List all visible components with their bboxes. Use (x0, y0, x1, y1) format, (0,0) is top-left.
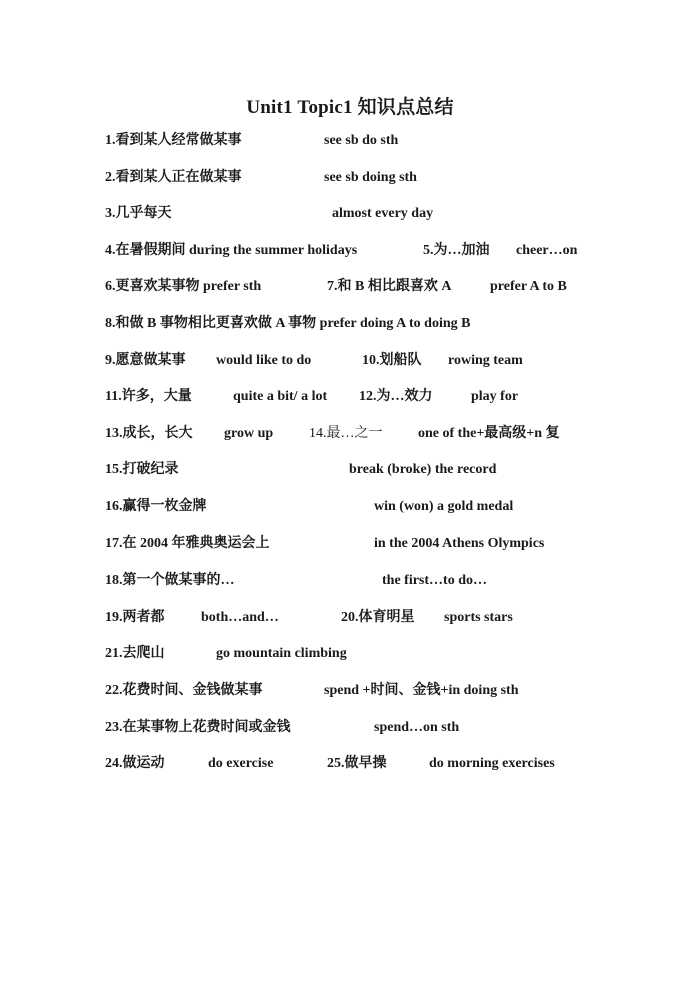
list-item (105, 350, 665, 372)
item-english: would like to do (216, 353, 312, 368)
list-item (105, 423, 665, 445)
item-english: break (broke) the record (349, 462, 497, 477)
item-chinese: 16.赢得一枚金牌 (105, 499, 207, 514)
item-english: almost every day (332, 206, 434, 221)
item-english: play for (471, 389, 519, 404)
list-item (105, 130, 665, 152)
list-item (105, 313, 665, 335)
list-item (105, 496, 665, 518)
item-chinese: 13.成长，长大 (105, 426, 193, 441)
item-english: one of the+最高级+n 复 (418, 426, 560, 441)
item-english: win (won) a gold medal (374, 499, 514, 514)
item-text: 4.在暑假期间 during the summer holidays (105, 243, 358, 258)
item-english: see sb doing sth (324, 170, 417, 185)
list-item (105, 459, 665, 481)
list-item (105, 607, 665, 629)
item-chinese: 11.许多，大量 (105, 389, 192, 404)
item-english: spend…on sth (374, 720, 460, 735)
item-chinese: 22.花费时间、金钱做某事 (105, 683, 263, 698)
item-chinese: 3.几乎每天 (105, 206, 172, 221)
item-english: see sb do sth (324, 133, 399, 148)
item-text: 6.更喜欢某事物 prefer sth (105, 279, 262, 294)
item-chinese: 21.去爬山 (105, 646, 165, 661)
item-english: grow up (224, 426, 274, 441)
item-english: the first…to do… (382, 573, 487, 588)
page-title: Unit1 Topic1 知识点总结 (246, 97, 454, 118)
item-chinese: 12.为…效力 (359, 389, 433, 404)
list-item (105, 643, 665, 665)
item-chinese: 14.最…之一 (309, 426, 383, 441)
item-chinese: 19.两者都 (105, 610, 165, 625)
list-item (105, 533, 665, 555)
item-chinese: 2.看到某人正在做某事 (105, 170, 242, 185)
item-english: go mountain climbing (216, 646, 347, 661)
item-english: rowing team (448, 353, 523, 368)
list-item (105, 753, 665, 775)
item-english: both…and… (201, 610, 279, 625)
list-item (105, 717, 665, 739)
list-item (105, 570, 665, 592)
item-chinese: 17.在 2004 年雅典奥运会上 (105, 536, 270, 551)
item-chinese: 18.第一个做某事的… (105, 573, 235, 588)
item-chinese: 25.做早操 (327, 756, 387, 771)
item-english: do morning exercises (429, 756, 555, 771)
item-english: in the 2004 Athens Olympics (374, 536, 545, 551)
item-chinese: 15.打破纪录 (105, 462, 179, 477)
item-english: prefer A to B (490, 279, 567, 294)
item-chinese: 1.看到某人经常做某事 (105, 133, 242, 148)
item-text: 8.和做 B 事物相比更喜欢做 A 事物 prefer doing A to doing B (105, 316, 471, 331)
list-item (105, 167, 665, 189)
item-chinese: 10.划船队 (362, 353, 422, 368)
item-chinese: 7.和 B 相比跟喜欢 A (327, 279, 452, 294)
item-chinese: 5.为…加油 (423, 243, 490, 258)
item-english: cheer…on (516, 243, 578, 258)
item-chinese: 20.体育明星 (341, 610, 415, 625)
list-item (105, 203, 665, 225)
item-english: quite a bit/ a lot (233, 389, 328, 404)
item-english: spend +时间、金钱+in doing sth (324, 683, 519, 698)
item-english: sports stars (444, 610, 513, 625)
item-chinese: 9.愿意做某事 (105, 353, 186, 368)
list-item (105, 386, 665, 408)
item-english: do exercise (208, 756, 274, 771)
list-item (105, 276, 665, 298)
list-item (105, 680, 665, 702)
item-chinese: 24.做运动 (105, 756, 165, 771)
list-item (105, 240, 665, 262)
item-chinese: 23.在某事物上花费时间或金钱 (105, 720, 291, 735)
